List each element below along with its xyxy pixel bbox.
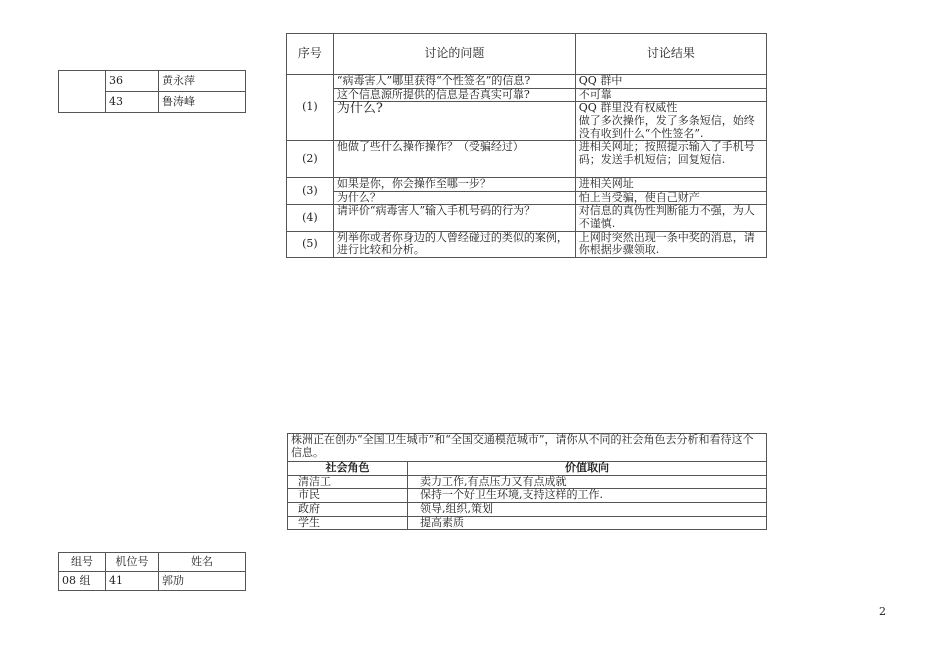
row-index: (1) [287,75,334,141]
table-row [287,178,767,192]
table-row [288,475,767,489]
header-name: 姓名 [159,553,246,572]
question-cell: 他做了些什么操作操作？（受骗经过） [333,141,575,178]
member-number: 36 [106,71,159,92]
result-cell: 不可靠 [575,88,766,102]
value-cell: 保持一个好卫生环境,支持这样的工作. [408,489,767,503]
table-row [287,75,767,89]
question-cell: 列举你或者你身边的人曾经碰过的类似的案例，进行比较和分析。 [333,231,575,257]
value-cell: 领导,组织,策划 [408,502,767,516]
role-cell: 政府 [288,502,408,516]
member-name: 鲁涛峰 [159,92,246,113]
value-cell: 提高素质 [408,516,767,530]
result-cell: QQ 群中 [575,75,766,89]
question-cell: 为什么？ [333,191,575,205]
group-number: 08 组 [59,572,106,591]
table-header-row [287,34,767,75]
table-header-row [59,553,246,572]
row-index: (4) [287,205,334,231]
table-row [287,205,767,231]
role-cell: 市民 [288,489,408,503]
member-table [58,70,246,113]
member-number: 43 [106,92,159,113]
header-group: 组号 [59,553,106,572]
question-cell: 这个信息源所提供的信息是否真实可靠? [333,88,575,102]
table-row [287,88,767,102]
table-row [288,489,767,503]
table-row [59,71,246,92]
row-index: (2) [287,141,334,178]
role-cell: 清洁工 [288,475,408,489]
member-name: 黄永萍 [159,71,246,92]
header-index: 序号 [287,34,334,75]
table-row [287,191,767,205]
seat-number: 41 [106,572,159,591]
result-cell: QQ 群里没有权威性 做了多次操作，发了多条短信，始终没有收到什么“个性签名”. [575,102,766,141]
table-row [287,141,767,178]
header-seat: 机位号 [106,553,159,572]
table-row [288,434,767,462]
society-role-table [287,433,767,530]
header-role: 社会角色 [288,462,408,476]
header-question: 讨论的问题 [333,34,575,75]
value-cell: 卖力工作,有点压力又有点成就 [408,475,767,489]
header-value: 价值取向 [408,462,767,476]
role-cell: 学生 [288,516,408,530]
result-cell: 进相关网址 [575,178,766,192]
student-name: 郭劢 [159,572,246,591]
table-row [287,231,767,257]
page-number: 2 [879,605,886,618]
question-cell: 如果是你，你会操作至哪一步？ [333,178,575,192]
row-index: (3) [287,178,334,205]
blank-cell [59,71,106,113]
table-row [287,102,767,141]
question-cell: 请评价“病毒害人”输入手机号码的行为？ [333,205,575,231]
result-cell: 上网时突然出现一条中奖的消息，请你根据步骤领取. [575,231,766,257]
table-row [59,572,246,591]
table-header-row [288,462,767,476]
result-cell: 怕上当受骗，使自己财产 [575,191,766,205]
row-index: (5) [287,231,334,257]
question-cell: 为什么? [333,102,575,141]
discussion-table [286,33,767,258]
result-cell: 进相关网址；按照提示输入了手机号码；发送手机短信；回复短信. [575,141,766,178]
group-table [58,552,246,591]
intro-text: 株洲正在创办“全国卫生城市”和“全国交通模范城市”，请你从不同的社会角色去分析和看待这个信息。 [288,434,767,462]
table-row [288,502,767,516]
question-cell: “病毒害人”哪里获得“个性签名”的信息? [333,75,575,89]
result-cell: 对信息的真伪性判断能力不强，为人不谨慎. [575,205,766,231]
table-row [288,516,767,530]
header-result: 讨论结果 [575,34,766,75]
